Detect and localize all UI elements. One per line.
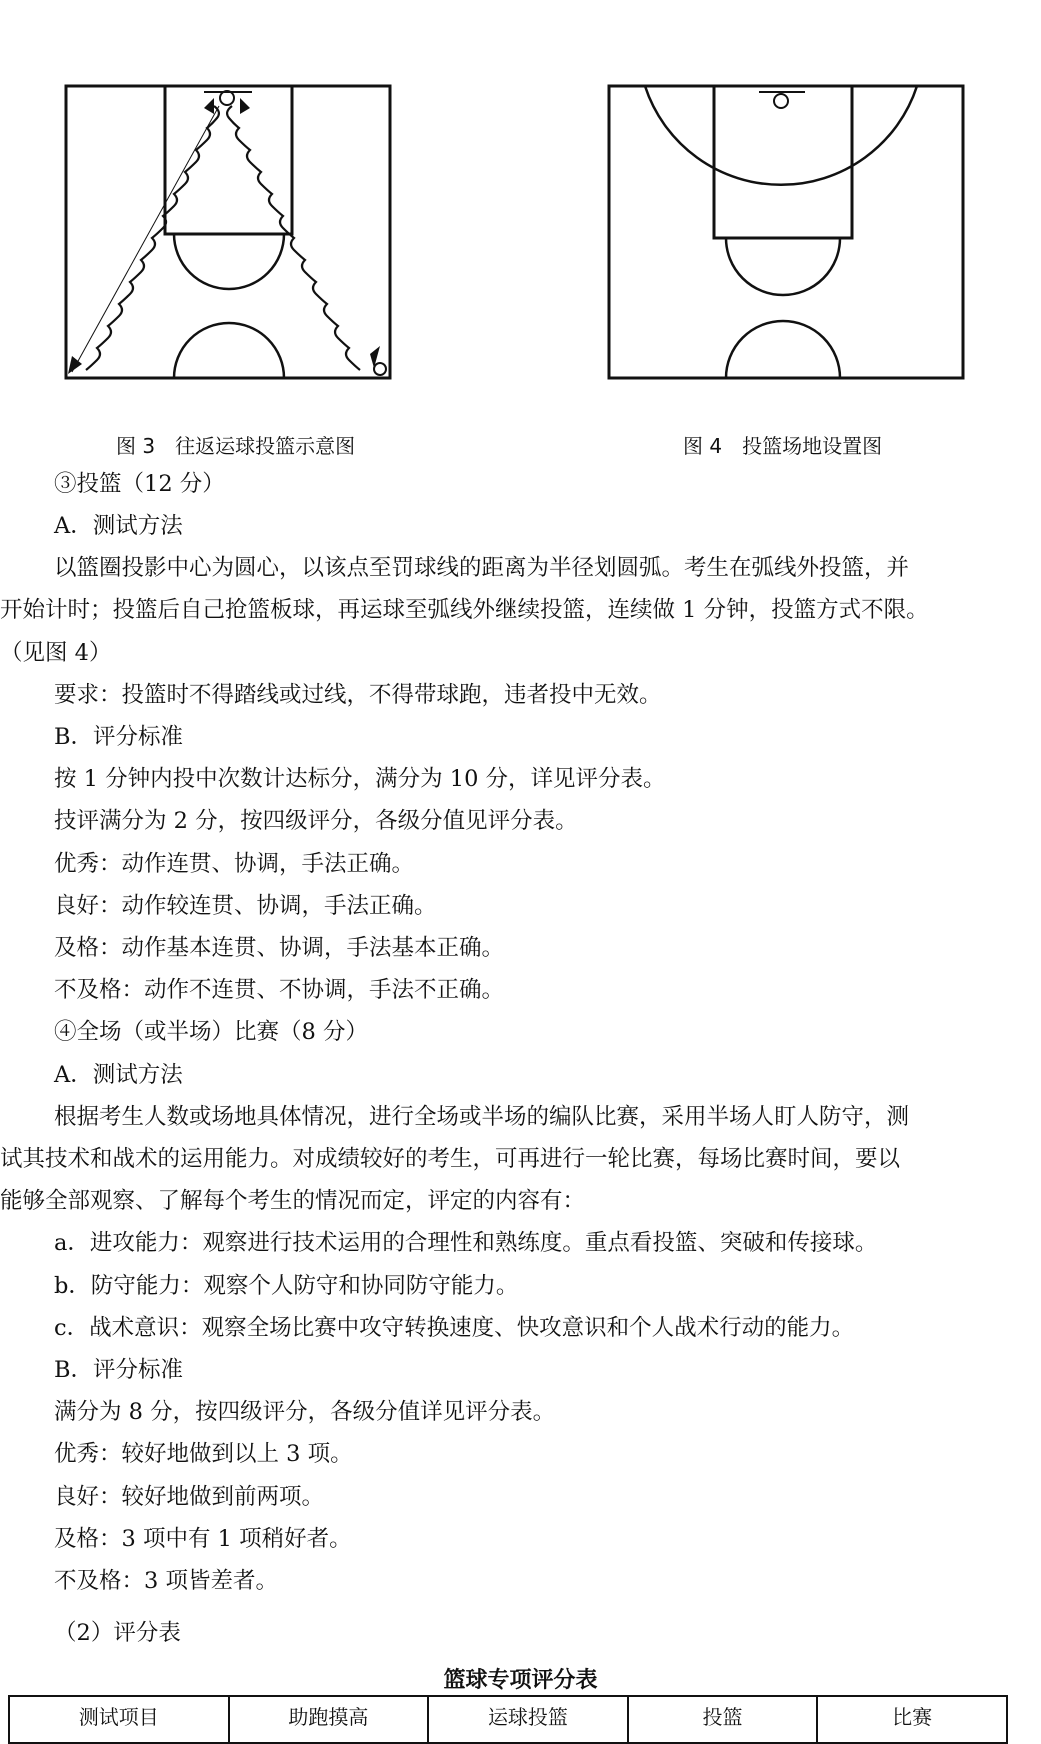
paragraph-line: 优秀：动作连贯、协调，手法正确。 bbox=[54, 851, 415, 877]
shooting-court-layout-diagram bbox=[607, 84, 967, 384]
paragraph-line: 优秀：较好地做到以上 3 项。 bbox=[54, 1441, 353, 1467]
figure-4-caption: 图 4 投篮场地设置图 bbox=[683, 434, 883, 458]
paragraph-line: 不及格：动作不连贯、不协调，手法不正确。 bbox=[54, 977, 505, 1003]
subheading-test-method: A．测试方法 bbox=[54, 513, 183, 539]
figure-4-diagram bbox=[607, 84, 967, 384]
paragraph-line: 试其技术和战术的运用能力。对成绩较好的考生，可再进行一轮比赛，每场比赛时间，要以 bbox=[0, 1146, 901, 1172]
paragraph-line: 以篮圈投影中心为圆心，以该点至罚球线的距离为半径划圆弧。考生在弧线外投篮，并 bbox=[54, 555, 910, 581]
table-header-cell: 投篮 bbox=[628, 1696, 818, 1743]
table-header-cell: 比赛 bbox=[817, 1696, 1007, 1743]
paragraph-line: 按 1 分钟内投中次数计达标分，满分为 10 分，详见评分表。 bbox=[54, 766, 666, 792]
paragraph-line: 良好：较好地做到前两项。 bbox=[54, 1484, 325, 1510]
paragraph-line: 根据考生人数或场地具体情况，进行全场或半场的编队比赛，采用半场人盯人防守，测 bbox=[54, 1104, 910, 1130]
subheading-scoring-standard: B．评分标准 bbox=[54, 724, 184, 750]
paragraph-line: c．战术意识：观察全场比赛中攻守转换速度、快攻意识和个人战术行动的能力。 bbox=[54, 1315, 855, 1341]
table-header-cell: 测试项目 bbox=[9, 1696, 229, 1743]
paragraph-line: 技评满分为 2 分，按四级评分，各级分值见评分表。 bbox=[54, 808, 578, 834]
section-heading-game: ④全场（或半场）比赛（8 分） bbox=[54, 1019, 368, 1045]
score-table bbox=[8, 1695, 1008, 1744]
paragraph-line: 及格：动作基本连贯、协调，手法基本正确。 bbox=[54, 935, 505, 961]
paragraph-line: 能够全部观察、了解每个考生的情况而定，评定的内容有： bbox=[0, 1188, 586, 1214]
paragraph-line: b．防守能力：观察个人防守和协同防守能力。 bbox=[54, 1273, 519, 1299]
figure-3-diagram bbox=[64, 84, 394, 384]
paragraph-line: 及格：3 项中有 1 项稍好者。 bbox=[54, 1526, 352, 1552]
subheading-scoring-standard: B．评分标准 bbox=[54, 1357, 184, 1383]
half-court-drill-diagram bbox=[64, 84, 394, 384]
subheading-score-table: （2）评分表 bbox=[54, 1620, 181, 1646]
section-heading-shooting: ③投篮（12 分） bbox=[54, 471, 225, 497]
paragraph-line: 开始计时；投篮后自己抢篮板球，再运球至弧线外继续投篮，连续做 1 分钟，投篮方式不限。 bbox=[0, 597, 929, 623]
table-title: 篮球专项评分表 bbox=[443, 1668, 598, 1693]
paragraph-line: a．进攻能力：观察进行技术运用的合理性和熟练度。重点看投篮、突破和传接球。 bbox=[54, 1230, 878, 1256]
paragraph-line: （见图 4） bbox=[0, 640, 112, 666]
table-header-cell: 助跑摸高 bbox=[229, 1696, 429, 1743]
subheading-test-method: A．测试方法 bbox=[54, 1062, 183, 1088]
paragraph-line: 满分为 8 分，按四级评分，各级分值详见评分表。 bbox=[54, 1399, 556, 1425]
table-header-cell: 运球投篮 bbox=[428, 1696, 628, 1743]
table-header-row bbox=[9, 1696, 1007, 1743]
figure-3-caption: 图 3 往返运球投篮示意图 bbox=[116, 434, 356, 458]
paragraph-line: 不及格：3 项皆差者。 bbox=[54, 1568, 278, 1594]
paragraph-line: 良好：动作较连贯、协调，手法正确。 bbox=[54, 893, 437, 919]
paragraph-line: 要求：投篮时不得踏线或过线，不得带球跑，违者投中无效。 bbox=[54, 682, 662, 708]
